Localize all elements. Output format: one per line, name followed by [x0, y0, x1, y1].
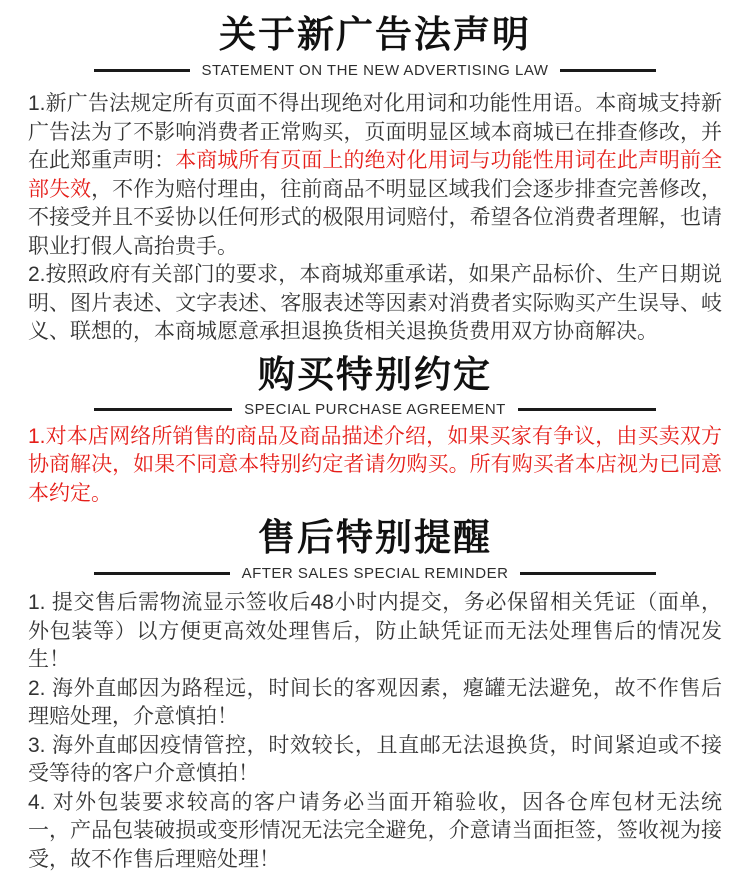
- after-sales-item-2: 2. 海外直邮因为路程远，时间长的客观因素，瘪罐无法避免，故不作售后理赔处理，介意慎拍！: [28, 675, 722, 732]
- divider-line-left: [94, 408, 232, 411]
- section-advertising-law: [28, 14, 722, 347]
- divider-line-left: [94, 572, 230, 575]
- advertising-law-content: [28, 90, 722, 347]
- purchase-agreement-title: 购买特别约定: [28, 354, 722, 396]
- after-sales-content: [28, 589, 722, 874]
- after-sales-title: 售后特别提醒: [28, 517, 722, 559]
- divider-line-left: [94, 69, 190, 72]
- after-sales-item-1: 1. 提交售后需物流显示签收后48小时内提交，务必保留相关凭证（面单，外包装等）以方便更高效处理售后，防止缺凭证而无法处理售后的情况发生！: [28, 589, 722, 675]
- divider-line-right: [560, 69, 656, 72]
- purchase-agreement-content: [28, 423, 722, 509]
- after-sales-item-3: 3. 海外直邮因疫情管控，时效较长，且直邮无法退换货，时间紧迫或不接受等待的客户介意慎拍！: [28, 732, 722, 789]
- section-after-sales-reminder: [28, 517, 722, 874]
- after-sales-divider: [94, 564, 656, 582]
- after-sales-subtitle: AFTER SALES SPECIAL REMINDER: [230, 565, 521, 582]
- after-sales-item-4: 4. 对外包装要求较高的客户请务必当面开箱验收，因各仓库包材无法统一，产品包装破损或变形情况无法完全避免，介意请当面拒签，签收视为接受，故不作售后理赔处理！: [28, 789, 722, 874]
- advertising-law-divider: [94, 61, 656, 79]
- advertising-law-paragraph-1: [28, 90, 722, 261]
- advertising-law-title: 关于新广告法声明: [28, 14, 722, 56]
- text-run-red-invalid-words: 本商城所有页面上的绝对化用词与功能性用词在此声明前全部失效: [28, 149, 722, 201]
- text-run-black: ，不作为赔付理由，往前商品不明显区域我们会逐步排查完善修改，不接受并且不妥协以任何形式的极限用词赔付，希望各位消费者理解，也请职业打假人高抬贵手。: [28, 178, 722, 258]
- text-run-black: 1.新广告法规定所有页面不得出现绝对化用词和功能性用语。本商城支持新广告法为了不影响消费者正常购买，页面明显区域本商城已在排查修改，并在此郑重声明：: [28, 92, 722, 172]
- purchase-agreement-subtitle: SPECIAL PURCHASE AGREEMENT: [232, 401, 518, 418]
- purchase-agreement-divider: [94, 401, 656, 419]
- section-purchase-agreement: [28, 354, 722, 509]
- divider-line-right: [518, 408, 656, 411]
- advertising-law-subtitle: STATEMENT ON THE NEW ADVERTISING LAW: [190, 62, 561, 79]
- purchase-agreement-paragraph: 1.对本店网络所销售的商品及商品描述介绍，如果买家有争议，由买卖双方协商解决，如果不同意本特别约定者请勿购买。所有购买者本店视为已同意本约定。: [28, 423, 722, 509]
- divider-line-right: [520, 572, 656, 575]
- advertising-law-paragraph-2: 2.按照政府有关部门的要求，本商城郑重承诺，如果产品标价、生产日期说明、图片表述、文字表述、客服表述等因素对消费者实际购买产生误导、岐义、联想的，本商城愿意承担退换货相关退换货费用双方协商解决。: [28, 261, 722, 347]
